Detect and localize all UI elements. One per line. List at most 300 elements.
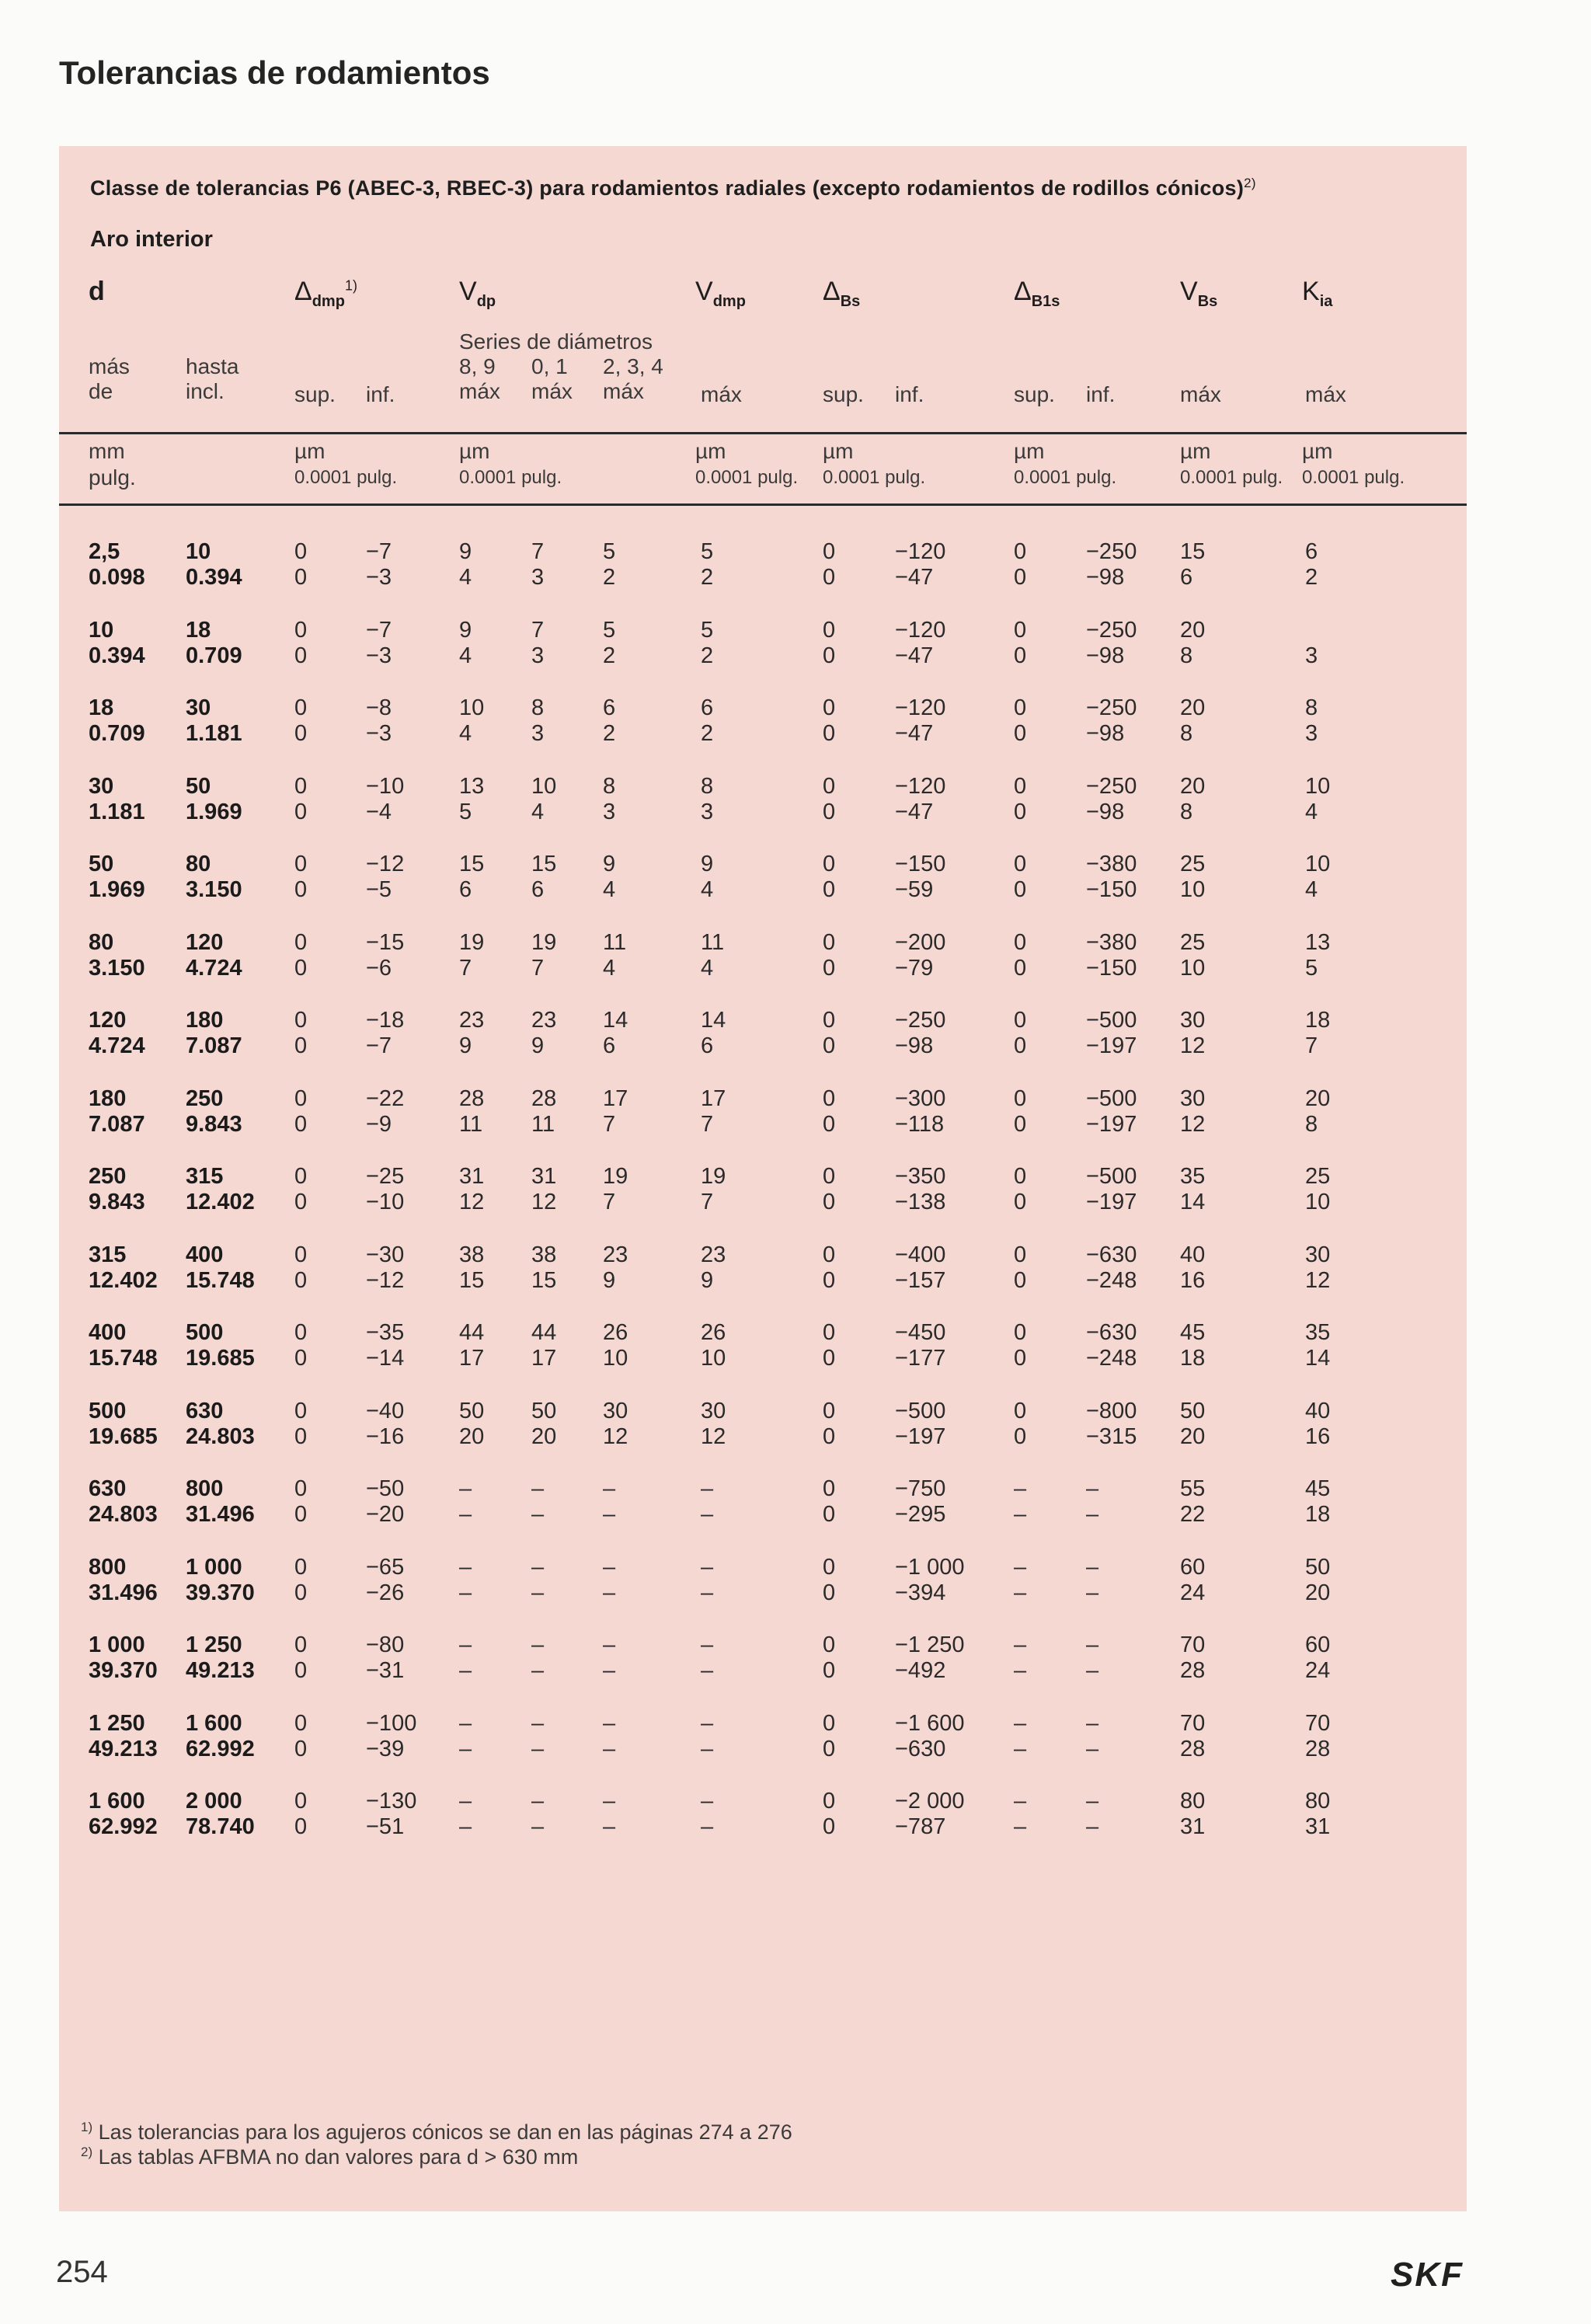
tolerance-value-cell: – <box>1014 1476 1027 1501</box>
bore-diameter-cell: 1 600 <box>89 1789 145 1814</box>
label-hasta: hasta <box>186 354 239 378</box>
tolerance-value-cell: 0 <box>1014 1033 1027 1058</box>
tolerance-value-cell: 0 <box>1014 1320 1027 1345</box>
tolerance-value-cell: −10 <box>366 773 405 799</box>
tolerance-value-cell: 4 <box>701 955 714 981</box>
tolerance-value-cell: 30 <box>603 1398 628 1423</box>
tolerance-value-cell: – <box>603 1814 616 1839</box>
bore-diameter-cell: 1.969 <box>89 877 145 902</box>
header-delta-b1s: $\Delta_{B1s}$ <box>1014 277 1060 310</box>
tolerance-value-cell: – <box>1086 1814 1099 1839</box>
label-max: máx <box>531 379 573 403</box>
bore-diameter-cell: 31.496 <box>89 1580 158 1605</box>
tolerance-value-cell: 0 <box>823 1502 836 1527</box>
tolerance-value-cell: 20 <box>1180 617 1206 643</box>
tolerance-value-cell: 31 <box>1305 1814 1331 1839</box>
tolerance-value-cell: 0 <box>1014 955 1027 981</box>
tolerance-value-cell: 0 <box>1014 539 1027 564</box>
tolerance-value-cell: −787 <box>895 1814 946 1839</box>
tolerance-value-cell: 2 <box>701 565 714 590</box>
tolerance-value-cell: 0 <box>823 643 836 668</box>
label-max: máx <box>603 379 644 403</box>
tolerance-value-cell: – <box>1014 1814 1027 1839</box>
tolerance-value-cell: 0 <box>823 852 836 876</box>
tolerance-value-cell: −47 <box>895 565 934 590</box>
series-group-89: 8, 9 <box>459 354 496 378</box>
bore-diameter-cell: 49.213 <box>186 1658 255 1683</box>
tolerance-value-cell: 28 <box>1180 1736 1206 1761</box>
tolerance-value-cell: – <box>1014 1710 1027 1736</box>
bore-diameter-cell: 1 000 <box>186 1554 242 1580</box>
bore-diameter-cell: 4.724 <box>89 1033 145 1058</box>
tolerance-value-cell: 30 <box>701 1398 726 1423</box>
bore-diameter-cell: 19.685 <box>89 1423 158 1449</box>
tolerance-value-cell: 8 <box>531 695 545 720</box>
tolerance-value-cell: – <box>1086 1632 1099 1657</box>
label-inf: inf. <box>1086 382 1116 406</box>
tolerance-value-cell: – <box>603 1736 616 1761</box>
tolerance-value-cell: 0 <box>823 1789 836 1814</box>
tolerance-value-cell: – <box>603 1632 616 1657</box>
header-delta-bs: $\Delta_{Bs}$ <box>823 277 861 310</box>
tolerance-value-cell: 8 <box>701 773 714 799</box>
series-label: Series de diámetros <box>459 329 653 354</box>
tolerance-value-cell: 8 <box>1180 721 1193 746</box>
tolerance-value-cell: – <box>603 1502 616 1527</box>
tolerance-value-cell: 26 <box>603 1320 628 1345</box>
tolerance-value-cell: −10 <box>366 1190 405 1214</box>
tolerance-value-cell: 23 <box>531 1008 557 1033</box>
header-vbs: $V_{Bs}$ <box>1180 277 1218 310</box>
bore-diameter-cell: 315 <box>89 1242 127 1267</box>
tolerance-value-cell: −248 <box>1086 1346 1137 1371</box>
tolerance-value-cell: 0 <box>823 1398 836 1423</box>
tolerance-value-cell: 23 <box>459 1008 485 1033</box>
tolerance-value-cell: 0 <box>294 877 308 902</box>
tolerance-value-cell: −500 <box>1086 1008 1137 1033</box>
tolerance-value-cell: −200 <box>895 929 946 955</box>
tolerance-value-cell: −315 <box>1086 1423 1137 1449</box>
tolerance-value-cell: 50 <box>1305 1554 1331 1580</box>
tolerance-value-cell: −12 <box>366 1267 405 1293</box>
tolerance-value-cell: −20 <box>366 1502 405 1527</box>
tolerance-value-cell: 5 <box>701 617 714 643</box>
tolerance-value-cell: – <box>1014 1789 1027 1814</box>
tolerance-value-cell: – <box>1014 1658 1027 1683</box>
tolerance-value-cell: – <box>701 1710 714 1736</box>
tolerance-value-cell: 13 <box>1305 929 1331 955</box>
tolerance-value-cell: – <box>459 1580 472 1605</box>
tolerance-value-cell: −51 <box>366 1814 405 1839</box>
tolerance-value-cell: 4 <box>603 955 616 981</box>
bore-diameter-cell: 62.992 <box>89 1814 158 1839</box>
tolerance-value-cell: 16 <box>1305 1423 1331 1449</box>
tolerance-value-cell: 2 <box>701 643 714 668</box>
tolerance-value-cell: 3 <box>531 643 545 668</box>
tolerance-value-cell: 6 <box>603 695 616 720</box>
bore-diameter-cell: 1 600 <box>186 1710 242 1736</box>
tolerance-value-cell: 0 <box>1014 1190 1027 1214</box>
tolerance-value-cell: 9 <box>603 1267 616 1293</box>
tolerance-value-cell: 0 <box>1014 929 1027 955</box>
tolerance-value-cell: −197 <box>1086 1190 1137 1214</box>
tolerance-value-cell: 7 <box>1305 1033 1318 1058</box>
tolerance-value-cell: −7 <box>366 1033 392 1058</box>
tolerance-value-cell: −47 <box>895 799 934 824</box>
tolerance-value-cell: −120 <box>895 617 946 643</box>
tolerance-value-cell: 0 <box>823 1423 836 1449</box>
bore-diameter-cell: 18 <box>89 695 114 720</box>
tolerance-value-cell: 4 <box>1305 877 1318 902</box>
tolerance-value-cell: 9 <box>701 852 714 876</box>
tolerance-value-cell: −197 <box>895 1423 946 1449</box>
tolerance-value-cell: −25 <box>366 1164 405 1189</box>
tolerance-value-cell: 0 <box>823 1476 836 1501</box>
tolerance-value-cell: 5 <box>603 539 616 564</box>
tolerance-value-cell: 0 <box>294 643 308 668</box>
bore-diameter-cell: 1 250 <box>186 1632 242 1657</box>
tolerance-value-cell: 38 <box>459 1242 485 1267</box>
tolerance-value-cell: – <box>1086 1710 1099 1736</box>
tolerance-value-cell: – <box>531 1710 545 1736</box>
tolerance-value-cell: 0 <box>294 1710 308 1736</box>
tolerance-value-cell: 8 <box>1180 643 1193 668</box>
tolerance-value-cell: −350 <box>895 1164 946 1189</box>
tolerance-value-cell: 28 <box>459 1085 485 1111</box>
tolerance-value-cell: 12 <box>1180 1033 1206 1058</box>
tolerance-value-cell: −500 <box>1086 1164 1137 1189</box>
tolerance-value-cell: 0 <box>294 539 308 564</box>
tolerance-value-cell: – <box>701 1789 714 1814</box>
tolerance-value-cell: −30 <box>366 1242 405 1267</box>
tolerance-value-cell: 0 <box>1014 877 1027 902</box>
tolerance-value-cell: 24 <box>1180 1580 1206 1605</box>
tolerance-value-cell: 0 <box>294 799 308 824</box>
tolerance-value-cell: 25 <box>1305 1164 1331 1189</box>
series-group-234: 2, 3, 4 <box>603 354 663 378</box>
tolerance-value-cell: 2 <box>701 721 714 746</box>
tolerance-value-cell: 0 <box>823 1085 836 1111</box>
tolerance-value-cell: 8 <box>603 773 616 799</box>
unit-um: µm 0.0001 pulg. <box>1302 439 1405 488</box>
bore-diameter-cell: 30 <box>89 773 114 799</box>
tolerance-value-cell: – <box>531 1580 545 1605</box>
tolerance-value-cell: 9 <box>603 852 616 876</box>
bore-diameter-cell: 1.969 <box>186 799 242 824</box>
tolerance-value-cell: 70 <box>1305 1710 1331 1736</box>
tolerance-value-cell: −35 <box>366 1320 405 1345</box>
bore-diameter-cell: 180 <box>89 1085 127 1111</box>
tolerance-value-cell: 0 <box>294 1789 308 1814</box>
tolerance-value-cell: 0 <box>823 1033 836 1058</box>
tolerance-value-cell: −150 <box>895 852 946 876</box>
tolerance-value-cell: – <box>701 1554 714 1580</box>
tolerance-value-cell: 31 <box>531 1164 557 1189</box>
bore-diameter-cell: 4.724 <box>186 955 242 981</box>
tolerance-value-cell: 2 <box>603 565 616 590</box>
tolerance-value-cell: 12 <box>531 1190 557 1214</box>
tolerance-value-cell: −630 <box>895 1736 946 1761</box>
tolerance-value-cell: – <box>531 1502 545 1527</box>
bore-diameter-cell: 30 <box>186 695 211 720</box>
tolerance-value-cell: 3 <box>1305 643 1318 668</box>
bore-diameter-cell: 80 <box>186 852 211 876</box>
tolerance-value-cell: −138 <box>895 1190 946 1214</box>
tolerance-value-cell: 5 <box>603 617 616 643</box>
tolerance-value-cell: – <box>459 1710 472 1736</box>
tolerance-value-cell: 0 <box>294 1476 308 1501</box>
tolerance-value-cell: 3 <box>603 799 616 824</box>
unit-um: µm 0.0001 pulg. <box>823 439 926 488</box>
tolerance-value-cell: – <box>1014 1736 1027 1761</box>
tolerance-value-cell: −500 <box>1086 1085 1137 1111</box>
tolerance-value-cell: – <box>1014 1632 1027 1657</box>
tolerance-value-cell: 8 <box>1305 1111 1318 1137</box>
tolerance-value-cell: 12 <box>459 1190 485 1214</box>
bore-diameter-cell: 24.803 <box>89 1502 158 1527</box>
tolerance-value-cell: 0 <box>1014 1423 1027 1449</box>
tolerance-value-cell: 0 <box>1014 695 1027 720</box>
tolerance-value-cell: 6 <box>459 877 472 902</box>
tolerance-value-cell: 0 <box>1014 1164 1027 1189</box>
tolerance-value-cell: – <box>701 1580 714 1605</box>
tolerance-value-cell: 14 <box>603 1008 628 1033</box>
bore-diameter-cell: 0.394 <box>89 643 145 668</box>
tolerance-value-cell: −47 <box>895 643 934 668</box>
tolerance-value-cell: 0 <box>294 1267 308 1293</box>
tolerance-value-cell: 20 <box>1305 1580 1331 1605</box>
header-vdmp: $V_{dmp}$ <box>695 277 746 310</box>
bore-diameter-cell: 800 <box>89 1554 127 1580</box>
tolerance-value-cell: 0 <box>294 1242 308 1267</box>
tolerance-value-cell: 0 <box>823 877 836 902</box>
label-de: de <box>89 379 113 403</box>
label-inf: inf. <box>366 382 395 406</box>
tolerance-value-cell: 12 <box>1305 1267 1331 1293</box>
tolerance-value-cell: 50 <box>531 1398 557 1423</box>
tolerance-value-cell: 28 <box>1305 1736 1331 1761</box>
tolerance-value-cell: 0 <box>294 1164 308 1189</box>
tolerance-value-cell: – <box>1086 1502 1099 1527</box>
tolerance-value-cell: 7 <box>531 539 545 564</box>
bore-diameter-cell: 49.213 <box>89 1736 158 1761</box>
tolerance-value-cell: 0 <box>294 565 308 590</box>
bore-diameter-cell: 0.709 <box>186 643 242 668</box>
tolerance-value-cell: 15 <box>531 852 557 876</box>
tolerance-value-cell: 20 <box>459 1423 485 1449</box>
bore-diameter-cell: 400 <box>186 1242 224 1267</box>
tolerance-value-cell: 13 <box>459 773 485 799</box>
footnote-2: $^{2)}$ Las tablas AFBMA no dan valores para d > 630 mm <box>81 2145 579 2169</box>
tolerance-value-cell: 11 <box>701 929 725 955</box>
tolerance-value-cell: 0 <box>294 1398 308 1423</box>
tolerance-value-cell: −3 <box>366 643 392 668</box>
tolerance-value-cell: −750 <box>895 1476 946 1501</box>
series-group-01: 0, 1 <box>531 354 568 378</box>
tolerance-value-cell: 17 <box>459 1346 485 1371</box>
bore-diameter-cell: 3.150 <box>89 955 145 981</box>
bore-diameter-cell: 31.496 <box>186 1502 255 1527</box>
tolerance-value-cell: 25 <box>1180 852 1206 876</box>
tolerance-value-cell: 0 <box>823 1267 836 1293</box>
tolerance-value-cell: −120 <box>895 695 946 720</box>
tolerance-value-cell: 8 <box>1180 799 1193 824</box>
tolerance-value-cell: 0 <box>823 565 836 590</box>
tolerance-value-cell: 45 <box>1180 1320 1206 1345</box>
tolerance-value-cell: 6 <box>1305 539 1318 564</box>
tolerance-value-cell: – <box>459 1476 472 1501</box>
tolerance-value-cell: −394 <box>895 1580 946 1605</box>
tolerance-value-cell: 4 <box>1305 799 1318 824</box>
tolerance-value-cell: 0 <box>823 1736 836 1761</box>
tolerance-value-cell: −130 <box>366 1789 417 1814</box>
tolerance-value-cell: 50 <box>1180 1398 1206 1423</box>
tolerance-value-cell: 4 <box>459 643 472 668</box>
tolerance-value-cell: 7 <box>701 1111 714 1137</box>
tolerance-value-cell: – <box>603 1554 616 1580</box>
tolerance-value-cell: −630 <box>1086 1242 1137 1267</box>
tolerance-value-cell: 10 <box>1305 852 1331 876</box>
tolerance-value-cell: – <box>701 1632 714 1657</box>
tolerance-value-cell: 0 <box>294 617 308 643</box>
label-sup: sup. <box>1014 382 1055 406</box>
tolerance-value-cell: 0 <box>294 929 308 955</box>
bore-diameter-cell: 10 <box>186 539 211 564</box>
bore-diameter-cell: 0.709 <box>89 721 145 746</box>
tolerance-value-cell: −39 <box>366 1736 405 1761</box>
tolerance-value-cell: −98 <box>1086 643 1125 668</box>
tolerance-value-cell: 0 <box>823 799 836 824</box>
tolerance-value-cell: 0 <box>823 1111 836 1137</box>
tolerance-value-cell: 4 <box>459 721 472 746</box>
tolerance-value-cell: 7 <box>459 955 472 981</box>
tolerance-value-cell: −5 <box>366 877 392 902</box>
tolerance-value-cell: 0 <box>294 1190 308 1214</box>
tolerance-value-cell: 0 <box>823 721 836 746</box>
tolerance-value-cell: 19 <box>531 929 557 955</box>
tolerance-value-cell: – <box>1014 1580 1027 1605</box>
tolerance-value-cell: 31 <box>1180 1814 1206 1839</box>
tolerance-value-cell: 10 <box>1305 1190 1331 1214</box>
tolerance-value-cell: 10 <box>459 695 485 720</box>
tolerance-value-cell: 0 <box>1014 721 1027 746</box>
tolerance-value-cell: 44 <box>531 1320 557 1345</box>
tolerance-value-cell: 0 <box>1014 1346 1027 1371</box>
tolerance-value-cell: −2 000 <box>895 1789 965 1814</box>
tolerance-value-cell: – <box>701 1502 714 1527</box>
tolerance-value-cell: 14 <box>1305 1346 1331 1371</box>
tolerance-value-cell: 45 <box>1305 1476 1331 1501</box>
section-title: Classe de tolerancias P6 (ABEC-3, RBEC-3) para rodamientos radiales (excepto rodamientos de rodillos cónicos)$^{2)}$ <box>90 176 1256 200</box>
tolerance-value-cell: −50 <box>366 1476 405 1501</box>
tolerance-value-cell: 0 <box>1014 1398 1027 1423</box>
tolerance-value-cell: – <box>701 1814 714 1839</box>
tolerance-value-cell: – <box>1086 1789 1099 1814</box>
unit-um: µm 0.0001 pulg. <box>294 439 398 488</box>
bore-diameter-cell: 500 <box>89 1398 127 1423</box>
tolerance-value-cell: 12 <box>1180 1111 1206 1137</box>
tolerance-value-cell: 17 <box>603 1085 628 1111</box>
tolerance-value-cell: 4 <box>459 565 472 590</box>
tolerance-value-cell: – <box>459 1502 472 1527</box>
tolerance-value-cell: 70 <box>1180 1710 1206 1736</box>
tolerance-value-cell: 0 <box>294 1320 308 1345</box>
tolerance-value-cell: −380 <box>1086 929 1137 955</box>
tolerance-value-cell: −80 <box>366 1632 405 1657</box>
unit-mm: mm pulg. <box>89 439 136 490</box>
tolerance-value-cell: 80 <box>1305 1789 1331 1814</box>
tolerance-value-cell: −98 <box>1086 799 1125 824</box>
tolerance-value-cell: 6 <box>701 1033 714 1058</box>
tolerance-value-cell: – <box>603 1658 616 1683</box>
tolerance-value-cell: 11 <box>459 1111 483 1137</box>
tolerance-value-cell: 0 <box>294 1085 308 1111</box>
tolerance-value-cell: −4 <box>366 799 392 824</box>
tolerance-value-cell: 0 <box>823 1008 836 1033</box>
tolerance-value-cell: 28 <box>531 1085 557 1111</box>
tolerance-value-cell: −22 <box>366 1085 405 1111</box>
tolerance-value-cell: 0 <box>294 1736 308 1761</box>
bore-diameter-cell: 15.748 <box>186 1267 255 1293</box>
bore-diameter-cell: 630 <box>89 1476 127 1501</box>
tolerance-value-cell: – <box>531 1632 545 1657</box>
tolerance-value-cell: 18 <box>1305 1502 1331 1527</box>
tolerance-value-cell: 7 <box>603 1190 616 1214</box>
tolerance-value-cell: 7 <box>531 617 545 643</box>
unit-rule <box>59 503 1467 506</box>
bore-diameter-cell: 0.098 <box>89 565 145 590</box>
unit-um: µm 0.0001 pulg. <box>1014 439 1117 488</box>
label-incl: incl. <box>186 379 225 403</box>
bore-diameter-cell: 180 <box>186 1008 224 1033</box>
tolerance-value-cell: 12 <box>603 1423 628 1449</box>
header-rule <box>59 432 1467 434</box>
tolerance-value-cell: 0 <box>1014 643 1027 668</box>
tolerance-value-cell: −16 <box>366 1423 405 1449</box>
tolerance-value-cell: 30 <box>1305 1242 1331 1267</box>
bore-diameter-cell: 15.748 <box>89 1346 158 1371</box>
bore-diameter-cell: 2 000 <box>186 1789 242 1814</box>
tolerance-value-cell: 3 <box>531 721 545 746</box>
tolerance-value-cell: 0 <box>1014 799 1027 824</box>
tolerance-value-cell: −150 <box>1086 955 1137 981</box>
bore-diameter-cell: 7.087 <box>186 1033 242 1058</box>
unit-um: µm 0.0001 pulg. <box>459 439 562 488</box>
tolerance-value-cell: −400 <box>895 1242 946 1267</box>
tolerance-value-cell: 3 <box>701 799 714 824</box>
tolerance-value-cell: 23 <box>603 1242 628 1267</box>
tolerance-value-cell: 0 <box>823 1164 836 1189</box>
tolerance-value-cell: 50 <box>459 1398 485 1423</box>
tolerance-value-cell: 0 <box>823 695 836 720</box>
tolerance-value-cell: 25 <box>1180 929 1206 955</box>
tolerance-value-cell: 10 <box>1180 955 1206 981</box>
bore-diameter-cell: 0.394 <box>186 565 242 590</box>
tolerance-value-cell: 0 <box>823 1242 836 1267</box>
tolerance-value-cell: 15 <box>459 1267 485 1293</box>
tolerance-value-cell: 80 <box>1180 1789 1206 1814</box>
label-mas: más <box>89 354 130 378</box>
tolerance-value-cell: – <box>459 1632 472 1657</box>
tolerance-value-cell: 19 <box>603 1164 628 1189</box>
tolerance-value-cell: −18 <box>366 1008 405 1033</box>
tolerance-value-cell: 0 <box>823 1190 836 1214</box>
bore-diameter-cell: 800 <box>186 1476 224 1501</box>
tolerance-value-cell: 40 <box>1180 1242 1206 1267</box>
tolerance-value-cell: 0 <box>823 1580 836 1605</box>
tolerance-value-cell: 9 <box>531 1033 545 1058</box>
tolerance-value-cell: −300 <box>895 1085 946 1111</box>
